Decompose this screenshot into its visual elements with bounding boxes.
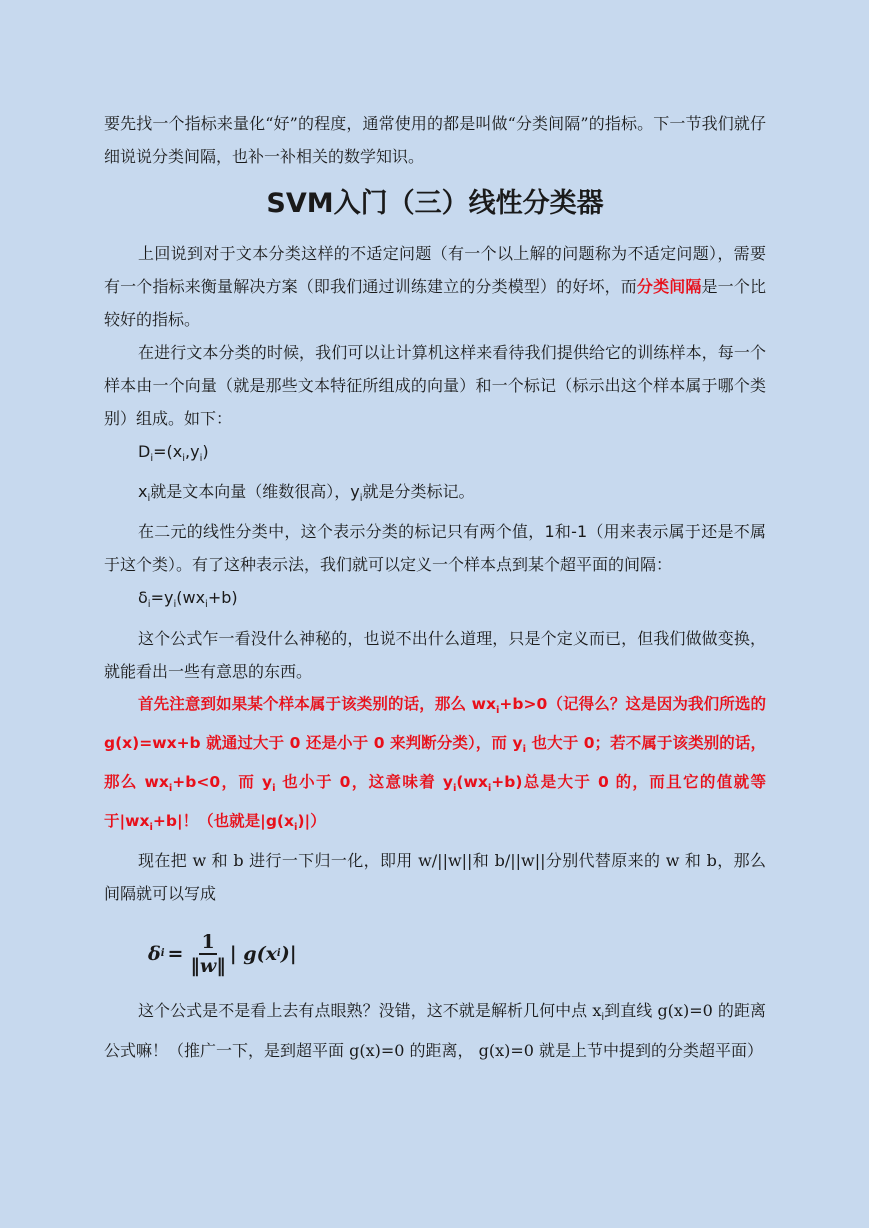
formula-normalized-margin: δ i = $\frac{1}{‖w‖}$ | g(x i )|	[148, 930, 297, 977]
paragraph-3: $x_i$就是文本向量（维数很高），$y_i$就是分类标记。	[138, 482, 475, 505]
fraction: $\frac{1}{‖w‖}$	[190, 930, 226, 977]
paragraph-2: 在进行文本分类的时候，我们可以让计算机这样来看待我们提供给它的训练样本，每一个样本由一个向量（就是那些文本特征所组成的向量）和一个标记（标示出这个样本属于哪个类别）组成。如下：	[104, 343, 766, 428]
formula-sample: $D_i=(x_i,y_i)$	[138, 442, 209, 465]
formula-margin: $\delta_i=y_i(wx_i+b)$	[138, 588, 238, 611]
section-title: SVM入门（三）线性分类器	[266, 188, 604, 219]
paragraph-8: 这个公式是不是看上去有点眼熟？没错，这不就是解析几何中点 $x_i$到直线 g(x)=0 的距离公式嘛！（推广一下，是到超平面 g(x)=0 的距离， g(x)=0 就是上节中提到的分类超平面）	[104, 1000, 766, 1061]
paragraph-7: 现在把 w 和 b 进行一下归一化，即用 w/||w||和 b/||w||分别代替原来的 w 和 b，那么间隔就可以写成	[104, 850, 766, 903]
paragraph-1: 上回说到对于文本分类这样的不适定问题（有一个以上解的问题称为不适定问题），需要有一个指标来衡量解决方案（即我们通过训练建立的分类模型）的好坏，而分类间隔是一个比较好的指标。	[104, 244, 766, 329]
paragraph-6-highlighted: 首先注意到如果某个样本属于该类别的话，那么 $wx_i+b>0$（记得么？这是因为我们所选的 g(x)=wx+b 就通过大于 0 还是小于 0 来判断分类），而 $y_i$ 也大于 0；若不属于该类别的话，那么 $wx_i+b<0$，而 $y_i$ 也小于 0，这意味着 $y_i(wx_i+b)$总是大于 0 的，而且它的值就等于$|wx_i+b|$！（也就是$|g(x_i)|$）	[104, 694, 767, 833]
paragraph-5: 这个公式乍一看没什么神秘的，也说不出什么道理，只是个定义而已，但我们做做变换，就能看出一些有意思的东西。	[104, 628, 766, 681]
highlight-term: 分类间隔	[636, 277, 702, 296]
intro-paragraph: 要先找一个指标来量化“好”的程度，通常使用的都是叫做“分类间隔”的指标。下一节我们就仔细说说分类间隔，也补一补相关的数学知识。	[104, 114, 766, 166]
paragraph-4: 在二元的线性分类中，这个表示分类的标记只有两个值，1和-1（用来表示属于还是不属于这个类）。有了这种表示法，我们就可以定义一个样本点到某个超平面的间隔：	[104, 522, 766, 575]
document-page	[104, 107, 766, 1067]
